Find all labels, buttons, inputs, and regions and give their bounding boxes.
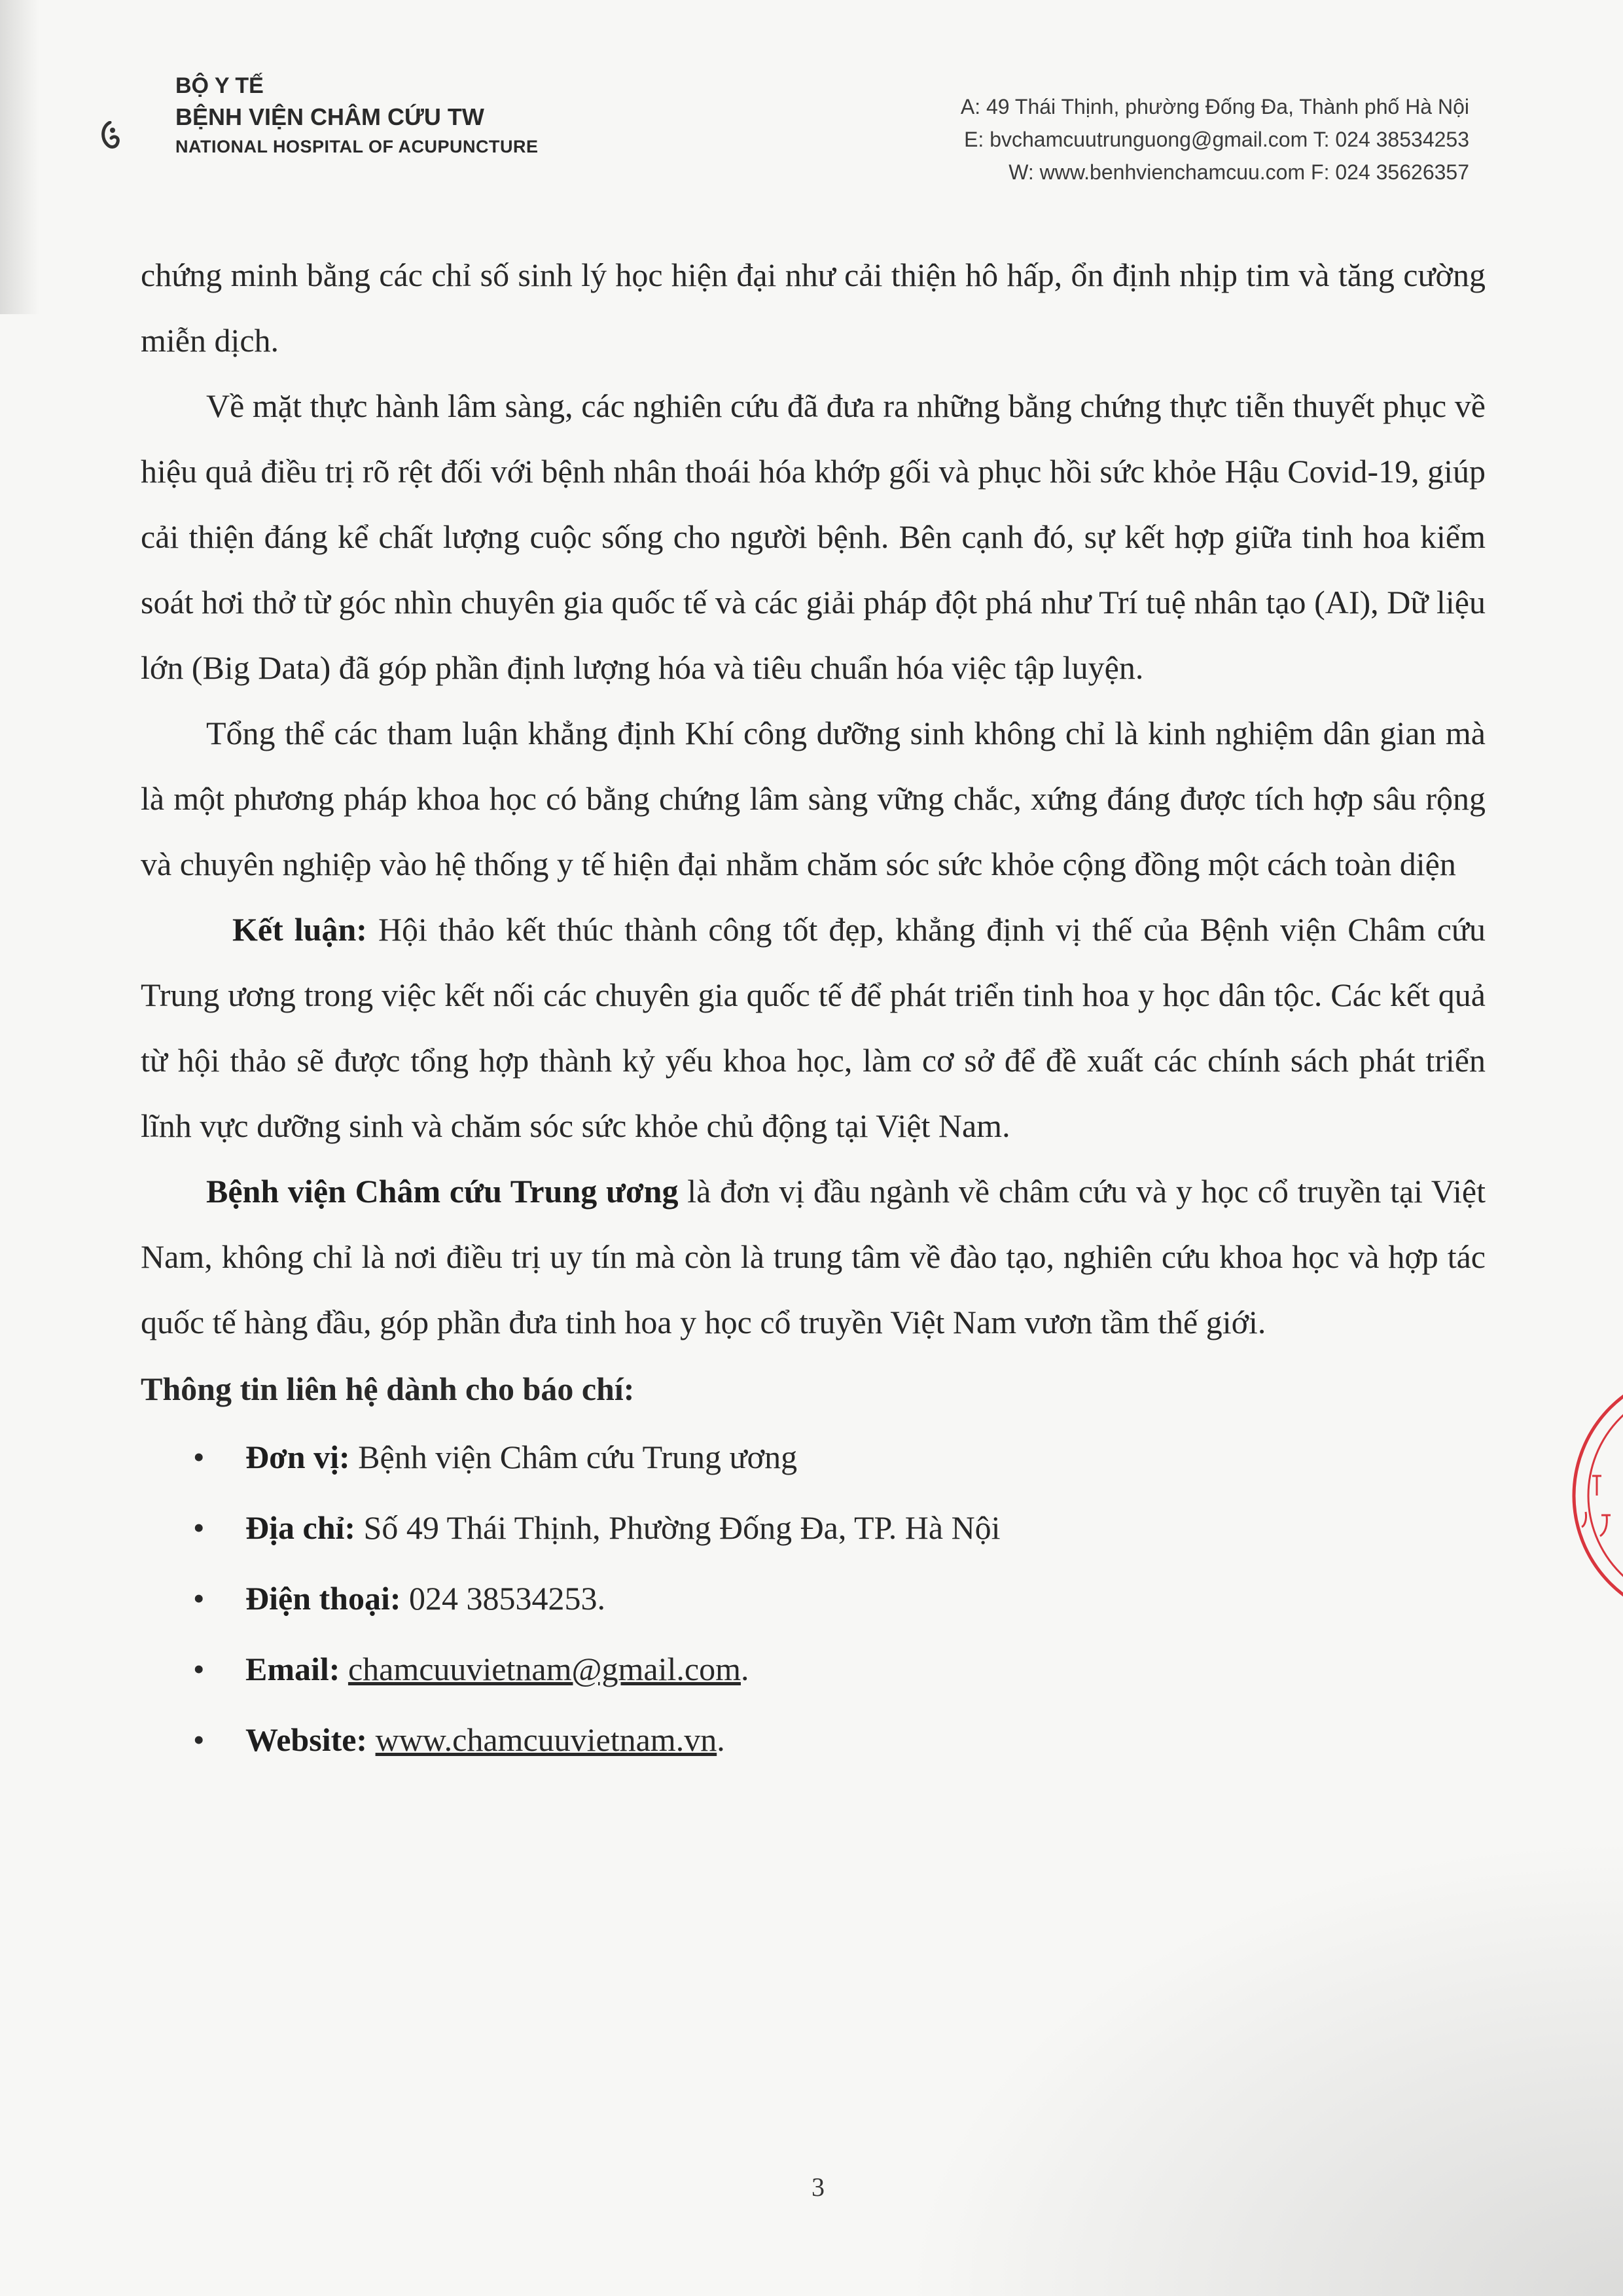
scan-edge-shadow: [0, 0, 39, 314]
letterhead-web-fax: W: www.benhvienchamcuu.com F: 024 35626357: [1008, 160, 1469, 184]
bullet: •: [193, 1439, 205, 1475]
contact-value-suffix: .: [740, 1651, 749, 1687]
hospital-name-english: NATIONAL HOSPITAL OF ACUPUNCTURE: [175, 137, 539, 156]
about-text: là đơn vị đầu ngành về châm cứu và y học cổ truyền tại Việt Nam, không chỉ là nơi điều trị uy tín mà còn là trung tâm về đào tạo, nghiên cứu khoa học và hợp tác quốc tế hàng đầu, góp phần đưa tinh hoa y học cổ truyền Việt Nam vươn tầm thế giới.: [141, 1173, 1486, 1340]
website-link[interactable]: www.chamcuuvietnam.vn: [375, 1721, 717, 1758]
page-number: 3: [812, 2172, 825, 2202]
paragraph: Về mặt thực hành lâm sàng, các nghiên cứu đã đưa ra những bằng chứng thực tiễn thuyết phục về hiệu quả điều trị rõ rệt đối với bệnh nhân thoái hóa khớp gối và phục hồi sức khỏe Hậu Covid-19, giúp cải thiện đáng kể chất lượng cuộc sống cho người bệnh. Bên cạnh đó, sự kết hợp giữa tinh hoa kiểm soát hơi thở từ góc nhìn chuyên gia quốc tế và các giải pháp đột phá như Trí tuệ nhân tạo (AI), Dữ liệu lớn (Big Data) đã góp phần định lượng hóa và tiêu chuẩn hóa việc tập luyện.: [141, 387, 1486, 686]
contact-value: 024 38534253.: [401, 1580, 605, 1617]
contact-label: Đơn vị:: [245, 1439, 350, 1475]
ministry-name: BỘ Y TẾ: [175, 73, 264, 98]
contact-item-address: [141, 1492, 1486, 1563]
contact-value-suffix: .: [717, 1721, 725, 1758]
scan-shadow: [903, 1838, 1623, 2296]
contact-label: Địa chỉ:: [245, 1509, 356, 1546]
conclusion-paragraph: [141, 897, 1486, 1158]
bullet: •: [193, 1721, 205, 1758]
official-seal-stamp: [1561, 1365, 1623, 1626]
hospital-logo-icon: [98, 121, 122, 150]
contact-label: Email:: [245, 1651, 340, 1687]
contact-label: Website:: [245, 1721, 368, 1758]
contact-list: [141, 1422, 1486, 1775]
conclusion-label: Kết luận:: [232, 911, 367, 948]
about-label: Bệnh viện Châm cứu Trung ương: [206, 1173, 679, 1210]
letterhead-address: A: 49 Thái Thịnh, phường Đống Đa, Thành phố Hà Nội: [960, 95, 1469, 118]
contact-value: Số 49 Thái Thịnh, Phường Đống Đa, TP. Hà Nội: [355, 1509, 1001, 1546]
conclusion-text: Hội thảo kết thúc thành công tốt đẹp, khẳng định vị thế của Bệnh viện Châm cứu Trung ương trong việc kết nối các chuyên gia quốc tế để phát triển tinh hoa y học dân tộc. Các kết quả từ hội thảo sẽ được tổng hợp thành kỷ yếu khoa học, làm cơ sở để đề xuất các chính sách phát triển lĩnh vực dưỡng sinh và chăm sóc sức khỏe chủ động tại Việt Nam.: [141, 911, 1486, 1144]
letterhead-contact: [961, 90, 1469, 188]
letterhead-left: [175, 71, 539, 160]
paragraph: chứng minh bằng các chỉ số sinh lý học hiện đại như cải thiện hô hấp, ổn định nhịp tim và tăng cường miễn dịch.: [141, 257, 1486, 359]
paragraph: Tổng thể các tham luận khẳng định Khí công dưỡng sinh không chỉ là kinh nghiệm dân gian mà là một phương pháp khoa học có bằng chứng lâm sàng vững chắc, xứng đáng được tích hợp sâu rộng và chuyên nghiệp vào hệ thống y tế hiện đại nhằm chăm sóc sức khỏe cộng đồng một cách toàn diện: [141, 715, 1486, 882]
letterhead-email-phone: E: bvchamcuutrunguong@gmail.com T: 024 38534253: [964, 128, 1469, 151]
contact-label: Điện thoại:: [245, 1580, 401, 1617]
email-link[interactable]: chamcuuvietnam@gmail.com: [348, 1651, 741, 1687]
contact-item-email: [141, 1634, 1486, 1704]
contact-heading: Thông tin liên hệ dành cho báo chí:: [141, 1371, 635, 1407]
document-body: [141, 242, 1486, 1775]
about-paragraph: [141, 1158, 1486, 1355]
contact-item-phone: [141, 1563, 1486, 1634]
contact-item-unit: [141, 1422, 1486, 1492]
contact-value: Bệnh viện Châm cứu Trung ương: [349, 1439, 798, 1475]
contact-item-website: [141, 1704, 1486, 1775]
bullet: •: [193, 1509, 205, 1546]
bullet: •: [193, 1651, 205, 1687]
bullet: •: [193, 1580, 205, 1617]
hospital-name: BỆNH VIỆN CHÂM CỨU TW: [175, 103, 484, 130]
